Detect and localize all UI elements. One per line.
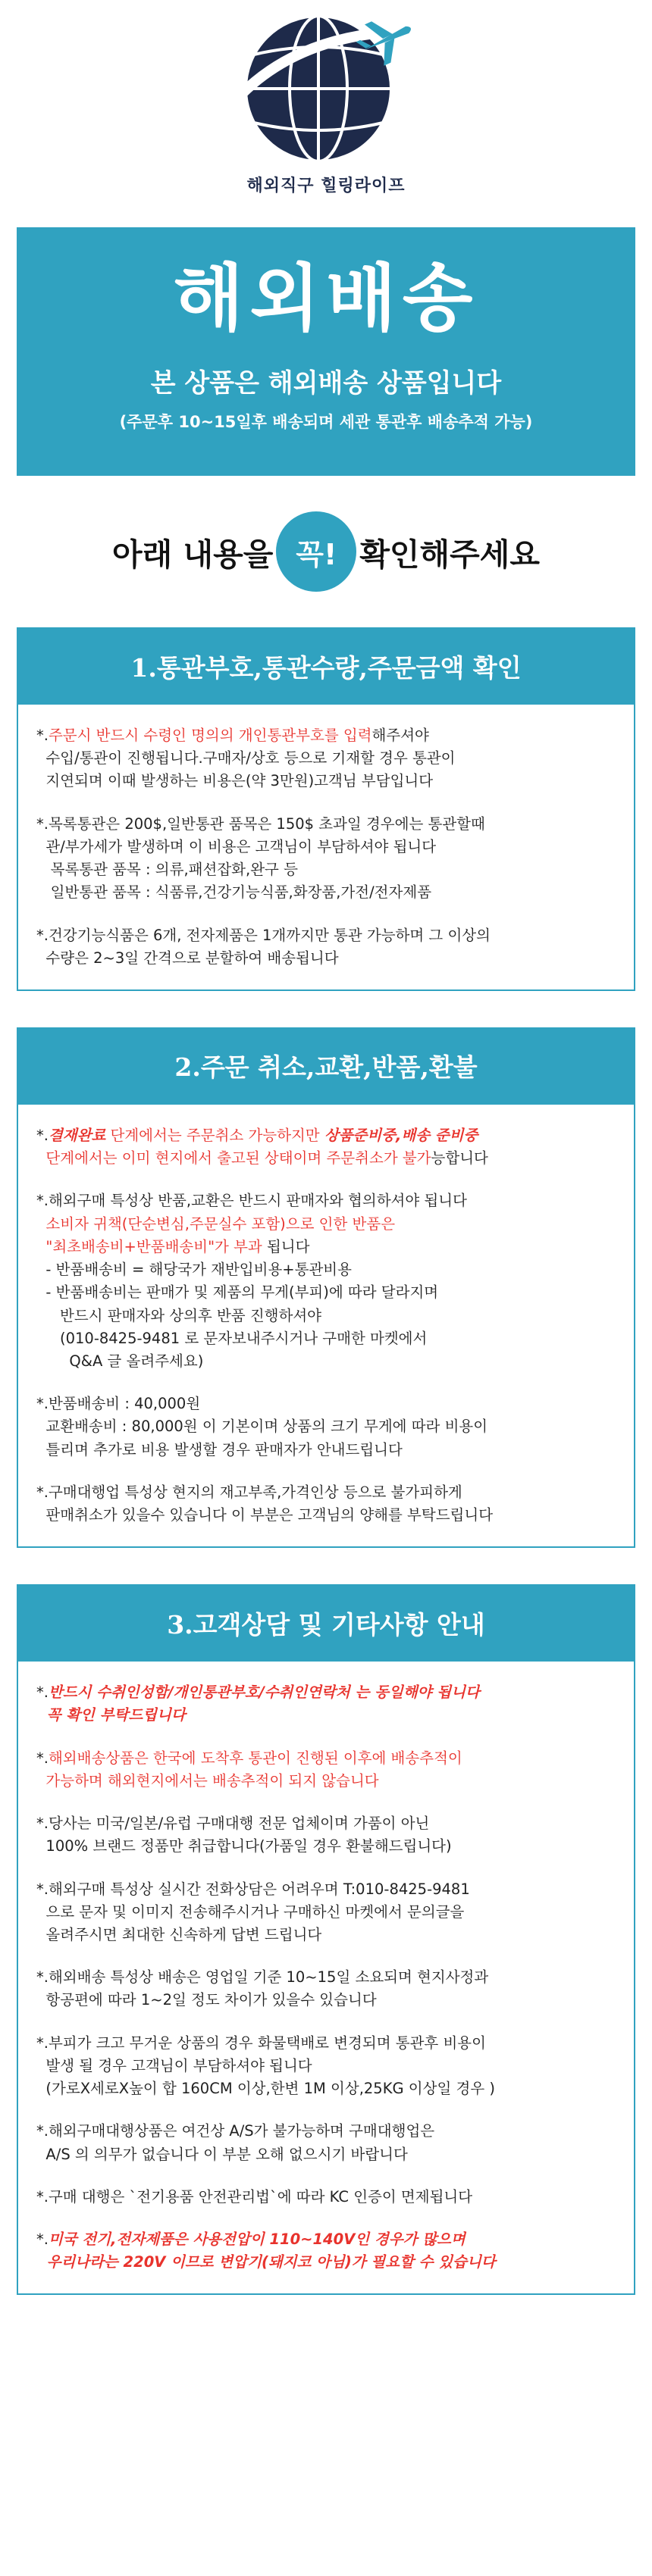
- section-3-title: 3.고객상담 및 기타사항 안내: [17, 1584, 635, 1662]
- hero-subtitle: 본 상품은 해외배송 상품입니다: [150, 367, 502, 399]
- brand-name: 해외직구 힐링라이프: [246, 177, 406, 195]
- section-3-body: [17, 1662, 635, 2295]
- section-2-title: 2.주문 취소,교환,반품,환불: [17, 1027, 635, 1105]
- confirm-badge: 꼭!: [276, 511, 356, 592]
- section-2-body: [17, 1105, 635, 1548]
- notice-text: *.부피가 크고 무거운 상품의 경우 화물택배로 변경되며 통관후 비용이 발생 될 경우 고객님이 부담하셔야 됩니다 (가로X세로X높이 합 160CM 이상,한변 1M 이상,25KG 이상일 경우 ): [36, 2034, 495, 2098]
- notice-text: 단계에서는 주문취소 가능하지만: [105, 1126, 324, 1144]
- confirm-heading: [0, 476, 652, 627]
- notice-item: [36, 1812, 623, 1858]
- confirm-text-after: 확인해주세요: [359, 536, 540, 573]
- notice-text: 소비자 귀책(단순변심,주문실수 포함)으로 인한 반품은 "최초배송비+반품배송비"가 부과: [45, 1215, 396, 1255]
- notice-text: *.: [36, 2230, 49, 2248]
- notice-text: 미국 전기,전자제품은 사용전압이 110~140V인 경우가 많으며 우리나라는 220V 이므로 변압기(돼지코 아님)가 필요할 수 있습니다: [46, 2230, 496, 2271]
- notice-text: *.구매 대행은 `전기용품 안전관리법`에 따라 KC 인증이 면제됩니다: [36, 2187, 473, 2206]
- notice-item: [36, 1966, 623, 2012]
- notice-text: 단계에서는 이미 현지에서 출고된 상태이며 주문취소가 불가: [45, 1149, 431, 1168]
- notice-text: *.해외구매대행상품은 여건상 A/S가 불가능하며 구매대행업은 A/S 의 의무가 없습니다 이 부분 오해 없으시기 바랍니다: [36, 2122, 435, 2163]
- notice-item: [36, 1681, 623, 1727]
- notice-item: [36, 2032, 623, 2101]
- notice-text: 결재완료: [48, 1126, 106, 1144]
- section-1-body: [17, 705, 635, 991]
- notice-item: [36, 1878, 623, 1947]
- notice-item: [36, 1393, 623, 1462]
- notice-text: *.: [36, 727, 49, 744]
- notice-text: 상품준비중,배송 준비중: [324, 1126, 478, 1144]
- notice-text: 해외배송상품은 한국에 도착후 통관이 진행된 이후에 배송추적이 가능하며 해외현지에서는 배송추적이 되지 않습니다: [45, 1749, 462, 1790]
- notice-item: [36, 1190, 623, 1373]
- notice-text: 반드시 수취인성함/개인통관부호/수취인연락처 는 동일해야 됩니다 꼭 확인 부탁드립니다: [46, 1683, 480, 1724]
- notice-text: *.: [36, 1749, 49, 1767]
- notice-text: *.구매대행업 특성상 현지의 재고부족,가격인상 등으로 불가피하게 판매취소가 있을수 있습니다 이 부분은 고객님의 양해를 부탁드립니다: [36, 1483, 494, 1524]
- notice-text: *.건강기능식품은 6개, 전자제품은 1개까지만 통관 가능하며 그 이상의 수량은 2~3일 간격으로 분할하여 배송됩니다: [36, 926, 491, 967]
- notice-item: [36, 1481, 623, 1527]
- confirm-text-before: 아래 내용을: [112, 536, 274, 573]
- notice-text: *.목록통관은 200$,일반통관 품목은 150$ 초과일 경우에는 통관할때 관/부가세가 발생하며 이 비용은 고객님이 부담하셔야 됩니다 목록통관 품목 : 의류,패션잡화,완구 등 일반통관 품목 : 식품류,건강기능식품,화장품,가전/전자제품: [36, 814, 485, 902]
- notice-text: *.해외구매 특성상 반품,교환은 반드시 판매자와 협의하셔야 됩니다: [36, 1192, 467, 1210]
- notice-text: *.: [36, 1126, 49, 1144]
- globe-airplane-logo-icon: [231, 9, 421, 168]
- notice-item: [36, 2228, 623, 2274]
- notice-item: [36, 813, 623, 905]
- notice-item: [36, 724, 623, 793]
- notice-text: 됩니다 - 반품배송비 = 해당국가 재반입비용+통관비용 - 반품배송비는 판매가 및 제품의 무게(부피)에 따라 달라지며 반드시 판매자와 상의후 반품 진행하셔야 (010-8425-9481 로 문자보내주시거나 구매한 마켓에서 Q&A 글 올려주세요): [45, 1237, 439, 1370]
- notice-item: [36, 2120, 623, 2165]
- notice-text: *.해외배송 특성상 배송은 영업일 기준 10~15일 소요되며 현지사정과 항공편에 따라 1~2일 정도 차이가 있을수 있습니다: [36, 1968, 489, 2009]
- hero-note: (주문후 10~15일후 배송되며 세관 통관후 배송추적 가능): [119, 412, 533, 431]
- logo-area: [0, 0, 652, 227]
- hero-banner: [17, 227, 635, 476]
- notice-text: 능합니다: [431, 1149, 488, 1168]
- section-1-title: 1.통관부호,통관수량,주문금액 확인: [17, 627, 635, 705]
- notice-text: 주문시 반드시 수령인 명의의 개인통관부호를 입력: [48, 727, 372, 744]
- notice-item: [36, 2186, 623, 2209]
- notice-item: [36, 1124, 623, 1170]
- notice-text: *.해외구매 특성상 실시간 전화상담은 어려우며 T:010-8425-9481 으로 문자 및 이미지 전송해주시거나 구매하신 마켓에서 문의글을 올려주시면 최대한 신속하게 답변 드립니다: [36, 1880, 470, 1943]
- notice-item: [36, 924, 623, 970]
- notice-item: [36, 1747, 623, 1793]
- hero-title: 해외배송: [173, 256, 479, 341]
- notice-text: *.: [36, 1683, 49, 1702]
- notice-text: *.반품배송비 : 40,000원 교환배송비 : 80,000원 이 기본이며 상품의 크기 무게에 따라 비용이 틀리며 추가로 비용 발생할 경우 판매자가 안내드립니다: [36, 1395, 488, 1458]
- notice-text: 해주셔야 수입/통관이 진행됩니다.구매자/상호 등으로 기재할 경우 통관이 지연되며 이때 발생하는 비용은(약 3만원)고객님 부담입니다: [45, 727, 456, 790]
- notice-text: *.당사는 미국/일본/유럽 구매대행 전문 업체이며 가품이 아닌 100% 브랜드 정품만 취급합니다(가품일 경우 환불해드립니다): [36, 1815, 452, 1855]
